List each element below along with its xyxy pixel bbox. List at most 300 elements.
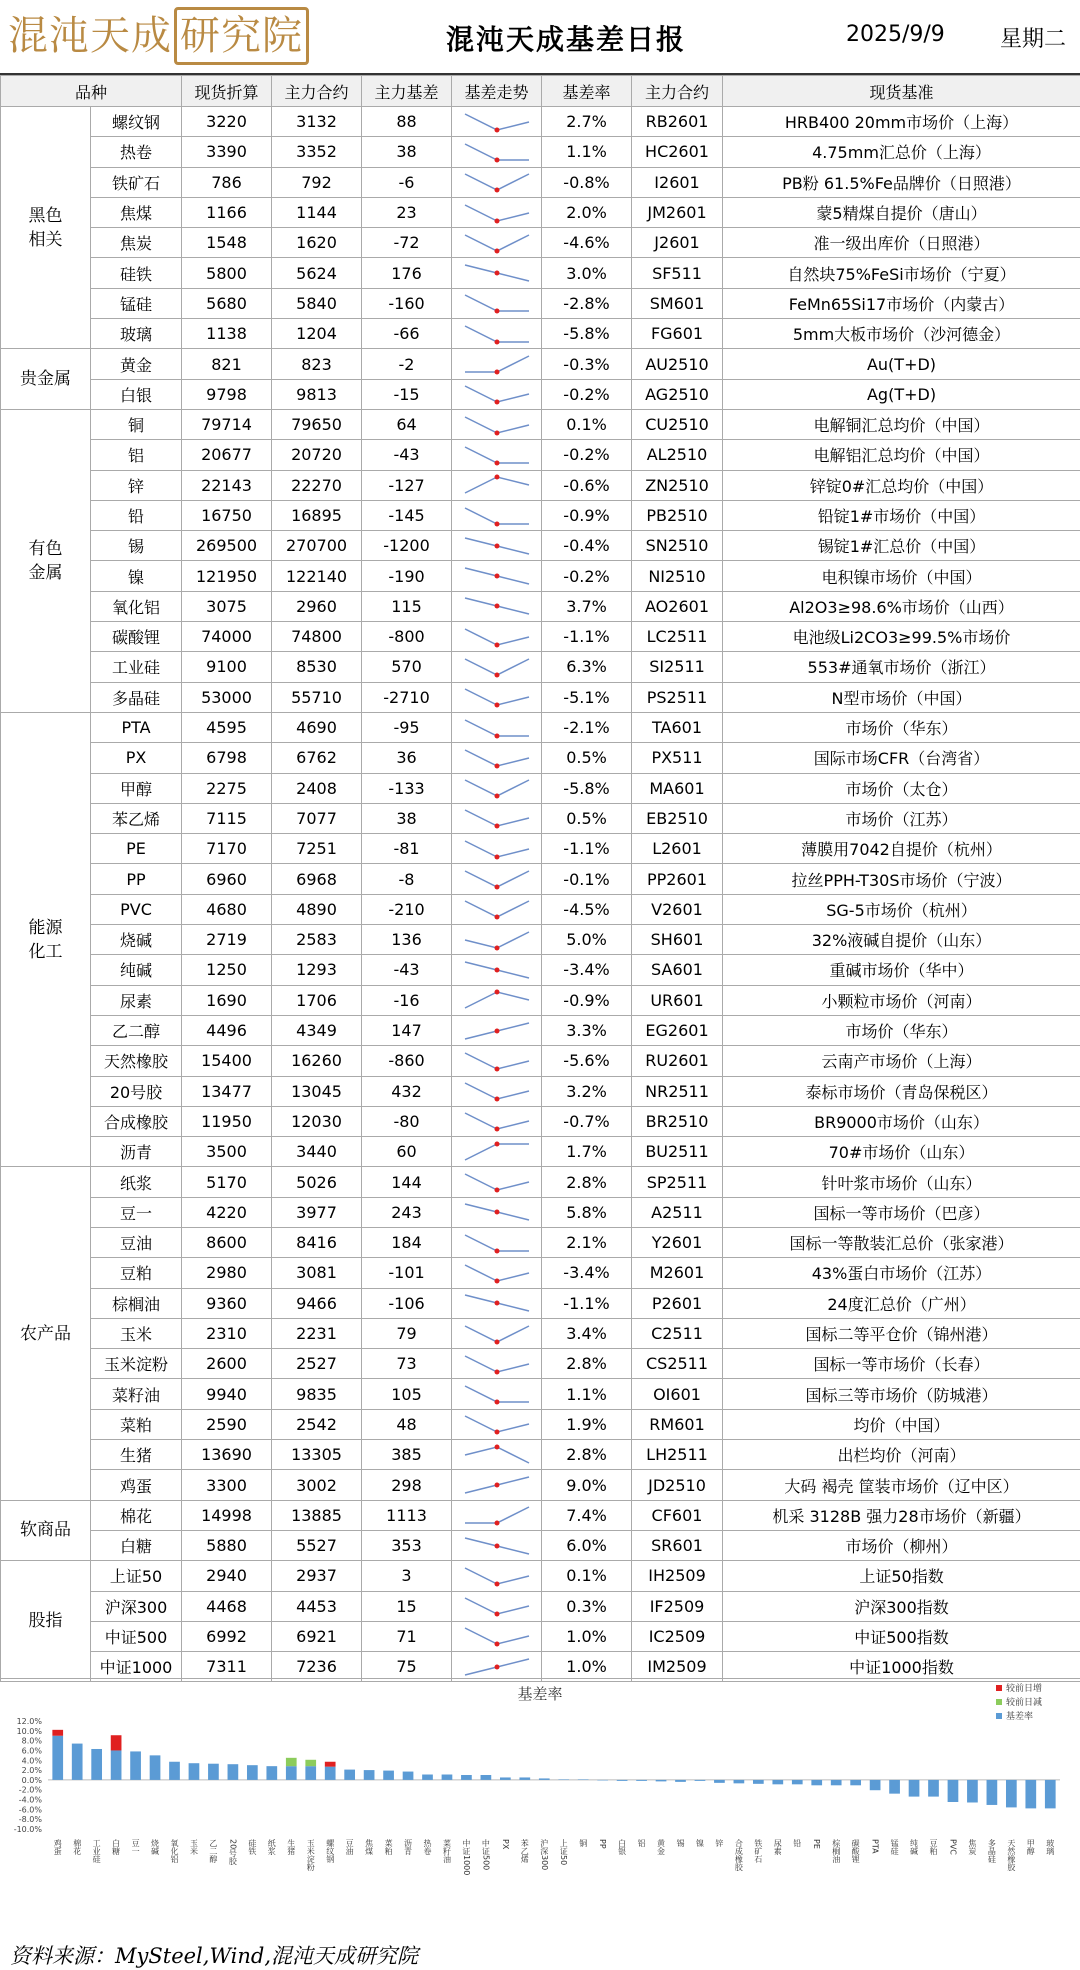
basis-trend-sparkline [452, 258, 542, 288]
rate-bar [481, 1775, 492, 1780]
benchmark-cell: Au(T+D) [723, 349, 1080, 379]
table-row [1, 1197, 1080, 1227]
contract-cell: SF511 [632, 258, 723, 288]
table-row [1, 1379, 1080, 1409]
rate-cell: 3.4% [542, 1318, 632, 1348]
benchmark-cell: 准一级出库价（日照港） [723, 228, 1080, 258]
spot-cell: 9940 [182, 1379, 272, 1409]
variety-cell: 玉米 [91, 1318, 182, 1348]
rate-cell: -0.8% [542, 167, 632, 197]
futures-cell: 2527 [272, 1349, 362, 1379]
legend-label: 较前日增 [1006, 1682, 1042, 1694]
contract-cell: CS2511 [632, 1349, 723, 1379]
spot-cell: 1548 [182, 228, 272, 258]
contract-cell: A2511 [632, 1197, 723, 1227]
contract-cell: PP2601 [632, 864, 723, 894]
basis-cell: -127 [362, 470, 452, 500]
benchmark-cell: 上证50指数 [723, 1561, 1080, 1591]
basis-cell: 385 [362, 1440, 452, 1470]
variety-cell: 玉米淀粉 [91, 1349, 182, 1379]
rate-bar [870, 1780, 881, 1790]
variety-cell: 合成橡胶 [91, 1106, 182, 1136]
spot-cell: 3075 [182, 591, 272, 621]
x-tick-label: 玉米淀粉 [306, 1839, 315, 1872]
variety-cell: 白糖 [91, 1530, 182, 1560]
legend-swatch [996, 1685, 1002, 1691]
contract-cell: AU2510 [632, 349, 723, 379]
group-label: 软商品 [1, 1500, 91, 1561]
spot-cell: 2940 [182, 1561, 272, 1591]
benchmark-cell: 沪深300指数 [723, 1591, 1080, 1621]
rate-cell: -0.1% [542, 864, 632, 894]
variety-cell: 苯乙烯 [91, 803, 182, 833]
x-tick-label: PE [812, 1839, 821, 1849]
futures-cell: 6968 [272, 864, 362, 894]
benchmark-cell: 电积镍市场价（中国） [723, 561, 1080, 591]
rate-bar [461, 1775, 472, 1780]
basis-trend-sparkline [452, 1470, 542, 1500]
basis-cell: -860 [362, 1046, 452, 1076]
sparkline-marker [494, 1543, 499, 1548]
rate-cell: 3.3% [542, 1015, 632, 1045]
variety-cell: 铁矿石 [91, 167, 182, 197]
benchmark-cell: 市场价（华东） [723, 1015, 1080, 1045]
x-tick-label: 乙二醇 [209, 1839, 218, 1864]
rate-cell: 3.0% [542, 258, 632, 288]
sparkline-marker [494, 1210, 499, 1215]
basis-cell: 88 [362, 107, 452, 137]
basis-cell: 243 [362, 1197, 452, 1227]
rate-bar [150, 1755, 161, 1780]
variety-cell: 天然橡胶 [91, 1046, 182, 1076]
spot-cell: 4468 [182, 1591, 272, 1621]
y-tick-label: 12.0% [17, 1717, 43, 1726]
spot-cell: 3300 [182, 1470, 272, 1500]
basis-trend-sparkline [452, 743, 542, 773]
contract-cell: SR601 [632, 1530, 723, 1560]
rate-bar [130, 1751, 141, 1779]
spot-cell: 13477 [182, 1076, 272, 1106]
contract-cell: PB2510 [632, 500, 723, 530]
table-row [1, 652, 1080, 682]
contract-cell: EB2510 [632, 803, 723, 833]
benchmark-cell: 553#通氧市场价（浙江） [723, 652, 1080, 682]
futures-cell: 7077 [272, 803, 362, 833]
decrease-bar [286, 1758, 297, 1766]
rate-cell: 2.8% [542, 1167, 632, 1197]
benchmark-cell: 薄膜用7042自提价（杭州） [723, 834, 1080, 864]
x-tick-label: 甲醇 [1026, 1839, 1035, 1856]
sparkline-marker [494, 1188, 499, 1193]
basis-cell: -6 [362, 167, 452, 197]
rate-cell: 5.8% [542, 1197, 632, 1227]
spot-cell: 2719 [182, 925, 272, 955]
sparkline-marker [494, 642, 499, 647]
futures-cell: 4453 [272, 1591, 362, 1621]
contract-cell: CF601 [632, 1500, 723, 1530]
spot-cell: 20677 [182, 440, 272, 470]
x-tick-label: 纯碱 [910, 1838, 919, 1856]
futures-cell: 9835 [272, 1379, 362, 1409]
basis-cell: 144 [362, 1167, 452, 1197]
basis-cell: 73 [362, 1349, 452, 1379]
basis-cell: -43 [362, 440, 452, 470]
basis-cell: 15 [362, 1591, 452, 1621]
x-tick-label: 多晶硅 [987, 1838, 996, 1863]
benchmark-cell: 国际市场CFR（台湾省） [723, 743, 1080, 773]
rate-bar [52, 1736, 63, 1780]
spot-cell: 3220 [182, 107, 272, 137]
basis-trend-sparkline [452, 682, 542, 712]
rate-cell: 6.0% [542, 1530, 632, 1560]
column-header: 基差走势 [452, 76, 542, 107]
futures-cell: 3132 [272, 107, 362, 137]
basis-trend-sparkline [452, 1015, 542, 1045]
column-header: 现货折算 [182, 76, 272, 107]
table-row [1, 591, 1080, 621]
table-row [1, 1591, 1080, 1621]
variety-cell: 多晶硅 [91, 682, 182, 712]
basis-trend-sparkline [452, 1318, 542, 1348]
rate-bar [792, 1780, 803, 1784]
contract-cell: IM2509 [632, 1652, 723, 1682]
spot-cell: 14998 [182, 1500, 272, 1530]
table-row [1, 409, 1080, 439]
table-row [1, 1318, 1080, 1348]
table-header-row [1, 76, 1080, 107]
basis-trend-sparkline [452, 1258, 542, 1288]
source-note: 资料来源：MySteel,Wind,混沌天成研究院 [10, 1940, 418, 1970]
futures-cell: 13885 [272, 1500, 362, 1530]
rate-cell: -2.8% [542, 288, 632, 318]
basis-cell: -133 [362, 773, 452, 803]
futures-cell: 2542 [272, 1409, 362, 1439]
contract-cell: HC2601 [632, 137, 723, 167]
basis-trend-sparkline [452, 925, 542, 955]
rate-cell: -0.2% [542, 561, 632, 591]
spot-cell: 9798 [182, 379, 272, 409]
contract-cell: PX511 [632, 743, 723, 773]
y-tick-label: 4.0% [22, 1756, 43, 1765]
column-header: 品种 [1, 76, 182, 107]
table-row [1, 379, 1080, 409]
column-header: 基差率 [542, 76, 632, 107]
rate-bar [850, 1780, 861, 1785]
rate-bar [753, 1780, 764, 1784]
sparkline-marker [494, 157, 499, 162]
sparkline-marker [494, 1612, 499, 1617]
x-tick-label: 纸浆 [267, 1839, 276, 1855]
x-tick-label: 尿素 [773, 1839, 782, 1856]
futures-cell: 20720 [272, 440, 362, 470]
x-tick-label: PTA [871, 1839, 880, 1854]
basis-cell: -43 [362, 955, 452, 985]
spot-cell: 7311 [182, 1652, 272, 1682]
spot-cell: 6798 [182, 743, 272, 773]
rate-bar [734, 1780, 745, 1783]
variety-cell: 豆粕 [91, 1258, 182, 1288]
basis-trend-sparkline [452, 591, 542, 621]
basis-trend-sparkline [452, 228, 542, 258]
basis-trend-sparkline [452, 1106, 542, 1136]
rate-bar [811, 1780, 822, 1785]
table-row [1, 531, 1080, 561]
variety-cell: 乙二醇 [91, 1015, 182, 1045]
spot-cell: 2310 [182, 1318, 272, 1348]
spot-cell: 3500 [182, 1137, 272, 1167]
variety-cell: 豆油 [91, 1227, 182, 1257]
rate-cell: 2.7% [542, 107, 632, 137]
sparkline-marker [494, 1444, 499, 1449]
table-row [1, 1076, 1080, 1106]
x-tick-label: PVC [948, 1839, 957, 1855]
contract-cell: UR601 [632, 985, 723, 1015]
contract-cell: AG2510 [632, 379, 723, 409]
basis-trend-sparkline [452, 288, 542, 318]
futures-cell: 122140 [272, 561, 362, 591]
table-row [1, 470, 1080, 500]
contract-cell: NR2511 [632, 1076, 723, 1106]
variety-cell: 锡 [91, 531, 182, 561]
basis-cell: 136 [362, 925, 452, 955]
variety-cell: PTA [91, 712, 182, 742]
contract-cell: CU2510 [632, 409, 723, 439]
sparkline-marker [494, 990, 499, 995]
basis-trend-sparkline [452, 955, 542, 985]
rate-cell: 0.5% [542, 803, 632, 833]
rate-cell: 9.0% [542, 1470, 632, 1500]
basis-trend-sparkline [452, 1076, 542, 1106]
table-row [1, 1621, 1080, 1651]
rate-bar [91, 1749, 102, 1780]
contract-cell: SH601 [632, 925, 723, 955]
table-row [1, 258, 1080, 288]
table-row [1, 107, 1080, 137]
spot-cell: 2600 [182, 1349, 272, 1379]
table-row [1, 712, 1080, 742]
contract-cell: SM601 [632, 288, 723, 318]
spot-cell: 53000 [182, 682, 272, 712]
futures-cell: 1620 [272, 228, 362, 258]
benchmark-cell: 70#市场价（山东） [723, 1137, 1080, 1167]
futures-cell: 2583 [272, 925, 362, 955]
institute-logo: 混沌天成 研究院 [8, 6, 266, 66]
basis-trend-sparkline [452, 652, 542, 682]
rate-bar [422, 1775, 433, 1780]
sparkline-marker [494, 1642, 499, 1647]
futures-cell: 16260 [272, 1046, 362, 1076]
spot-cell: 7115 [182, 803, 272, 833]
basis-trend-sparkline [452, 712, 542, 742]
futures-cell: 7251 [272, 834, 362, 864]
spot-cell: 11950 [182, 1106, 272, 1136]
rate-bar [519, 1777, 530, 1779]
rate-bar [169, 1762, 180, 1780]
rate-bar [189, 1763, 200, 1780]
rate-cell: 1.9% [542, 1409, 632, 1439]
sparkline-marker [494, 1400, 499, 1405]
basis-table [0, 75, 1080, 1682]
sparkline-marker [494, 1581, 499, 1586]
futures-cell: 7236 [272, 1652, 362, 1682]
benchmark-cell: 32%液碱自提价（山东） [723, 925, 1080, 955]
benchmark-cell: Al2O3≥98.6%市场价（山西） [723, 591, 1080, 621]
variety-cell: 螺纹钢 [91, 107, 182, 137]
variety-cell: PVC [91, 894, 182, 924]
futures-cell: 4349 [272, 1015, 362, 1045]
variety-cell: 锌 [91, 470, 182, 500]
table-row [1, 864, 1080, 894]
sparkline-marker [494, 1097, 499, 1102]
chart-title: 基差率 [517, 1685, 562, 1703]
sparkline-marker [494, 1664, 499, 1669]
basis-trend-sparkline [452, 197, 542, 227]
x-tick-label: 豆油 [345, 1839, 354, 1856]
group-label: 农产品 [1, 1167, 91, 1500]
basis-trend-sparkline [452, 1530, 542, 1560]
table-row [1, 1349, 1080, 1379]
increase-bar [52, 1730, 63, 1736]
benchmark-cell: 中证500指数 [723, 1621, 1080, 1651]
rate-cell: 6.3% [542, 652, 632, 682]
spot-cell: 6992 [182, 1621, 272, 1651]
futures-cell: 9813 [272, 379, 362, 409]
basis-cell: 184 [362, 1227, 452, 1257]
futures-cell: 5624 [272, 258, 362, 288]
basis-trend-sparkline [452, 622, 542, 652]
x-tick-label: 天然橡胶 [1006, 1839, 1016, 1872]
basis-cell: 176 [362, 258, 452, 288]
benchmark-cell: 针叶浆市场价（山东） [723, 1167, 1080, 1197]
table-row [1, 1137, 1080, 1167]
basis-trend-sparkline [452, 773, 542, 803]
x-tick-label: 螺纹钢 [325, 1838, 335, 1864]
table-row [1, 197, 1080, 227]
rate-bar [266, 1766, 277, 1780]
futures-cell: 9466 [272, 1288, 362, 1318]
sparkline-marker [494, 309, 499, 314]
sparkline-marker [494, 1141, 499, 1146]
table-row [1, 349, 1080, 379]
variety-cell: 纸浆 [91, 1167, 182, 1197]
spot-cell: 3390 [182, 137, 272, 167]
sparkline-marker [494, 248, 499, 253]
rate-cell: 3.2% [542, 1076, 632, 1106]
futures-cell: 2408 [272, 773, 362, 803]
variety-cell: 中证1000 [91, 1652, 182, 1682]
basis-trend-sparkline [452, 319, 542, 349]
variety-cell: 棕榈油 [91, 1288, 182, 1318]
basis-cell: -8 [362, 864, 452, 894]
x-tick-label: 上证50 [559, 1838, 568, 1865]
contract-cell: RU2601 [632, 1046, 723, 1076]
table-row [1, 288, 1080, 318]
spot-cell: 1250 [182, 955, 272, 985]
legend-label: 基差率 [1006, 1710, 1033, 1722]
x-tick-label: 烧碱 [151, 1838, 160, 1856]
benchmark-cell: Ag(T+D) [723, 379, 1080, 409]
variety-cell: 上证50 [91, 1561, 182, 1591]
sparkline-marker [494, 460, 499, 465]
rate-cell: -4.5% [542, 894, 632, 924]
benchmark-cell: SG-5市场价（杭州） [723, 894, 1080, 924]
basis-cell: -16 [362, 985, 452, 1015]
basis-trend-sparkline [452, 409, 542, 439]
rate-cell: 2.0% [542, 197, 632, 227]
futures-cell: 3002 [272, 1470, 362, 1500]
basis-cell: 71 [362, 1621, 452, 1651]
basis-trend-sparkline [452, 349, 542, 379]
spot-cell: 1690 [182, 985, 272, 1015]
benchmark-cell: 出栏均价（河南） [723, 1440, 1080, 1470]
y-tick-label: 6.0% [22, 1746, 43, 1755]
rate-bar [364, 1770, 375, 1780]
basis-rate-chart-svg [0, 1679, 1080, 1941]
futures-cell: 13305 [272, 1440, 362, 1470]
sparkline-marker [494, 475, 499, 480]
futures-cell: 2937 [272, 1561, 362, 1591]
spot-cell: 16750 [182, 500, 272, 530]
table-row [1, 1409, 1080, 1439]
contract-cell: I2601 [632, 167, 723, 197]
x-tick-label: 焦炭 [967, 1838, 977, 1856]
benchmark-cell: 4.75mm汇总价（上海） [723, 137, 1080, 167]
rate-bar [1006, 1780, 1017, 1807]
sparkline-marker [494, 127, 499, 132]
spot-cell: 15400 [182, 1046, 272, 1076]
basis-trend-sparkline [452, 1379, 542, 1409]
benchmark-cell: 电池级Li2CO3≥99.5%市场价 [723, 622, 1080, 652]
contract-cell: C2511 [632, 1318, 723, 1348]
basis-cell: 115 [362, 591, 452, 621]
basis-cell: 60 [362, 1137, 452, 1167]
table-row [1, 743, 1080, 773]
sparkline-marker [494, 915, 499, 920]
table-row [1, 1561, 1080, 1591]
x-tick-label: 铜 [579, 1838, 588, 1848]
rate-cell: 0.1% [542, 409, 632, 439]
table-row [1, 1046, 1080, 1076]
table-row [1, 1167, 1080, 1197]
contract-cell: BR2510 [632, 1106, 723, 1136]
spot-cell: 1166 [182, 197, 272, 227]
rate-bar [286, 1766, 297, 1780]
report-weekday: 星期二 [1000, 22, 1066, 53]
contract-cell: LH2511 [632, 1440, 723, 1470]
x-tick-label: 沪深300 [540, 1838, 549, 1870]
sparkline-marker [494, 763, 499, 768]
x-tick-label: PX [501, 1839, 510, 1850]
decrease-bar [305, 1760, 316, 1766]
sparkline-marker [494, 733, 499, 738]
spot-cell: 2980 [182, 1258, 272, 1288]
basis-trend-sparkline [452, 137, 542, 167]
sparkline-marker [494, 370, 499, 375]
benchmark-cell: 机采 3128B 强力28市场价（新疆） [723, 1500, 1080, 1530]
table-row [1, 561, 1080, 591]
sparkline-marker [494, 1127, 499, 1132]
variety-cell: 白银 [91, 379, 182, 409]
variety-cell: 鸡蛋 [91, 1470, 182, 1500]
spot-cell: 269500 [182, 531, 272, 561]
basis-trend-sparkline [452, 1197, 542, 1227]
increase-bar [111, 1735, 122, 1750]
benchmark-cell: 云南产市场价（上海） [723, 1046, 1080, 1076]
sparkline-marker [494, 339, 499, 344]
spot-cell: 22143 [182, 470, 272, 500]
contract-cell: AL2510 [632, 440, 723, 470]
sparkline-marker [494, 967, 499, 972]
